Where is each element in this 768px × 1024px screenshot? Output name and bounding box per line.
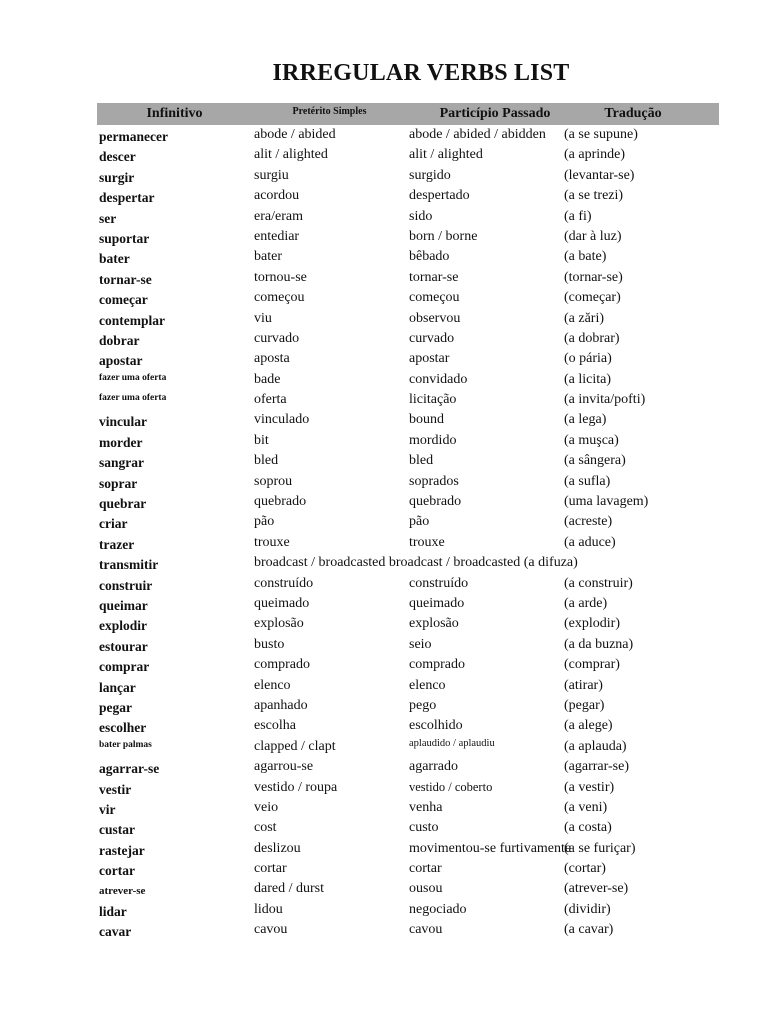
table-row [97, 247, 719, 267]
cell-participio: surgido [409, 167, 451, 183]
page-title: IRREGULAR VERBS LIST [272, 60, 570, 86]
table-row [97, 635, 719, 655]
table-row [97, 390, 719, 410]
cell-participio: ousou [409, 881, 443, 897]
irregular-verbs-table [97, 103, 719, 941]
cell-traducao: (a aplauda) [564, 738, 627, 754]
cell-traducao: (pegar) [564, 697, 605, 713]
table-row [97, 859, 719, 879]
cell-infinitivo: contemplar [99, 312, 165, 328]
table-row [97, 186, 719, 206]
cell-participio: sido [409, 208, 433, 224]
cell-preterito: vestido / roupa [254, 779, 338, 795]
cell-participio: aplaudido / aplaudiu [409, 737, 495, 749]
table-row [97, 512, 719, 532]
cell-traducao: (a fi) [564, 208, 592, 224]
cell-infinitivo: transmitir [99, 557, 159, 573]
cell-infinitivo: cavar [99, 924, 132, 940]
cell-preterito: alit / alighted [254, 147, 328, 163]
cell-preterito: bater [254, 249, 282, 265]
cell-participio: queimado [409, 595, 465, 611]
cell-infinitivo: dobrar [99, 332, 140, 348]
cell-infinitivo: trazer [99, 536, 135, 552]
table-row [97, 309, 719, 329]
table-row [97, 778, 719, 798]
cell-traducao: (a se trezi) [564, 188, 624, 204]
cell-participio: comprado [409, 657, 465, 673]
cell-infinitivo: rastejar [99, 842, 145, 858]
cell-infinitivo: começar [99, 292, 148, 308]
cell-traducao: (a dobrar) [564, 330, 620, 346]
cell-participio: curvado [409, 330, 455, 346]
cell-participio: born / borne [409, 228, 478, 244]
table-row [97, 737, 719, 757]
cell-infinitivo: pegar [99, 699, 132, 715]
table-row [97, 145, 719, 165]
cell-traducao: (tornar-se) [564, 269, 623, 285]
cell-preterito: vinculado [254, 412, 310, 428]
cell-traducao: (a veni) [564, 799, 608, 815]
cell-infinitivo: queimar [99, 597, 148, 613]
cell-traducao: (a sângera) [564, 453, 626, 469]
header-preterito-simples: Pretérito Simples [292, 106, 367, 117]
cell-infinitivo: atrever-se [99, 885, 146, 898]
table-row [97, 431, 719, 451]
cell-participio: trouxe [409, 534, 445, 550]
cell-preterito: apanhado [254, 697, 308, 713]
cell-participio: vestido / coberto [409, 779, 493, 794]
cell-infinitivo: agarrar-se [99, 761, 160, 777]
cell-participio: observou [409, 310, 461, 326]
cell-participio: escolhido [409, 718, 463, 734]
cell-participio: movimentou-se furtivamente [409, 840, 572, 856]
cell-preterito: construído [254, 575, 314, 591]
cell-participio: custo [409, 820, 439, 836]
cell-traducao: (dar à luz) [564, 228, 622, 244]
cell-participio: soprados [409, 473, 459, 489]
cell-participio: começou [409, 290, 460, 306]
cell-preterito: era/eram [254, 208, 303, 224]
cell-infinitivo: estourar [99, 638, 148, 654]
cell-traducao: (a aprinde) [564, 147, 626, 163]
table-row [97, 472, 719, 492]
cell-participio: cortar [409, 861, 442, 877]
cell-infinitivo: custar [99, 822, 135, 838]
cell-preterito: começou [254, 290, 305, 306]
cell-infinitivo: cortar [99, 863, 135, 879]
cell-participio: cavou [409, 922, 443, 938]
cell-participio: licitação [409, 392, 457, 408]
cell-infinitivo: apostar [99, 353, 143, 369]
table-row [97, 757, 719, 777]
cell-preterito: queimado [254, 595, 310, 611]
cell-preterito: dared / durst [254, 881, 324, 897]
cell-preterito: bit [254, 432, 269, 448]
cell-preterito: pão [254, 514, 275, 530]
cell-infinitivo: sangrar [99, 455, 144, 471]
cell-participio: abode / abided / abidden [409, 127, 546, 142]
cell-traducao: (a lega) [564, 412, 607, 428]
cell-infinitivo: vir [99, 801, 116, 817]
table-row [97, 533, 719, 553]
table-row [97, 879, 719, 899]
cell-preterito: entediar [254, 228, 300, 244]
table-row [97, 614, 719, 634]
cell-preterito: bled [254, 453, 279, 469]
cell-participio: agarrado [409, 759, 458, 775]
cell-preterito: tornou-se [254, 269, 307, 285]
cell-infinitivo: soprar [99, 475, 138, 491]
header-participio-passado: Particípio Passado [439, 106, 551, 121]
table-row [97, 553, 719, 573]
cell-infinitivo: despertar [99, 190, 155, 206]
cell-infinitivo: descer [99, 149, 136, 165]
cell-preterito: surgiu [254, 167, 289, 183]
table-row [97, 676, 719, 696]
cell-participio: alit / alighted [409, 147, 483, 163]
cell-participio: pego [409, 697, 437, 713]
cell-participio: apostar [409, 351, 450, 367]
cell-preterito: busto [254, 636, 285, 652]
table-row [97, 574, 719, 594]
table-row [97, 349, 719, 369]
cell-preterito: lidou [254, 901, 283, 917]
cell-infinitivo: criar [99, 516, 128, 532]
cell-traducao: (comprar) [564, 657, 620, 673]
table-row [97, 839, 719, 859]
cell-preterito: oferta [254, 392, 287, 408]
cell-participio: venha [409, 799, 443, 815]
table-row [97, 166, 719, 186]
cell-preterito: aposta [254, 351, 290, 367]
cell-preterito: viu [254, 310, 272, 326]
table-body [97, 125, 719, 941]
cell-participio: despertado [409, 188, 470, 204]
cell-traducao: (a cavar) [564, 922, 614, 938]
cell-participio: negociado [409, 901, 467, 917]
cell-traducao: (a da buzna) [564, 636, 634, 652]
cell-infinitivo: vincular [99, 414, 148, 430]
table-row [97, 818, 719, 838]
table-row [97, 492, 719, 512]
table-row [97, 451, 719, 471]
cell-traducao: (uma lavagem) [564, 494, 649, 510]
cell-traducao: (a costa) [564, 820, 612, 836]
cell-preterito: clapped / clapt [254, 738, 336, 754]
cell-participio: mordido [409, 432, 457, 448]
cell-traducao: (acreste) [564, 514, 613, 530]
cell-participio: elenco [409, 677, 446, 693]
cell-preterito: cavou [254, 922, 288, 938]
cell-infinitivo: bater palmas [99, 739, 152, 750]
cell-traducao: (atirar) [564, 677, 603, 693]
cell-traducao: (levantar-se) [564, 167, 635, 183]
cell-traducao: (a se furiçar) [564, 840, 636, 856]
cell-traducao: (a arde) [564, 595, 608, 611]
cell-traducao: (a alege) [564, 718, 613, 734]
cell-traducao: (o pária) [564, 351, 612, 367]
table-row [97, 798, 719, 818]
cell-infinitivo: tornar-se [99, 271, 152, 287]
cell-preterito: elenco [254, 677, 291, 693]
table-row [97, 594, 719, 614]
cell-preterito: curvado [254, 330, 300, 346]
cell-infinitivo: ser [99, 210, 117, 226]
table-row [97, 716, 719, 736]
cell-infinitivo: vestir [99, 781, 132, 797]
cell-preterito: explosão [254, 616, 304, 632]
cell-infinitivo: fazer uma oferta [99, 372, 167, 383]
table-row [97, 227, 719, 247]
cell-traducao: (atrever-se) [564, 881, 629, 897]
cell-infinitivo: fazer uma oferta [99, 393, 167, 404]
cell-traducao: (a licita) [564, 371, 612, 387]
table-row [97, 125, 719, 145]
cell-preterito: broadcast / broadcasted broadcast / broadcasted (a difuza) [254, 555, 578, 571]
cell-infinitivo: bater [99, 251, 130, 267]
table-row [97, 900, 719, 920]
cell-participio: bled [409, 453, 434, 469]
cell-traducao: (dividir) [564, 901, 611, 917]
cell-preterito: comprado [254, 657, 310, 673]
table-row [97, 288, 719, 308]
table-row [97, 370, 719, 390]
cell-preterito: bade [254, 371, 281, 387]
cell-infinitivo: escolher [99, 720, 147, 736]
cell-participio: tornar-se [409, 269, 459, 285]
cell-infinitivo: quebrar [99, 496, 147, 512]
cell-participio: bound [409, 412, 444, 428]
cell-preterito: deslizou [254, 840, 301, 856]
cell-participio: quebrado [409, 494, 462, 510]
table-row [97, 920, 719, 940]
table-header-row [97, 103, 719, 125]
cell-traducao: (cortar) [564, 861, 606, 877]
header-traducao: Tradução [604, 106, 662, 121]
cell-traducao: (a aduce) [564, 534, 616, 550]
cell-infinitivo: lançar [99, 679, 136, 695]
cell-participio: explosão [409, 616, 459, 632]
cell-traducao: (a se supune) [564, 127, 638, 142]
cell-participio: construído [409, 575, 469, 591]
cell-infinitivo: lidar [99, 903, 127, 919]
cell-preterito: escolha [254, 718, 296, 734]
table-row [97, 207, 719, 227]
cell-traducao: (a construir) [564, 575, 633, 591]
cell-traducao: (a bate) [564, 249, 607, 265]
cell-infinitivo: suportar [99, 230, 150, 246]
cell-traducao: (explodir) [564, 616, 620, 632]
cell-infinitivo: surgir [99, 169, 135, 185]
cell-infinitivo: construir [99, 577, 153, 593]
cell-participio: pão [409, 514, 430, 530]
cell-participio: convidado [409, 371, 468, 387]
cell-traducao: (a zări) [564, 310, 605, 326]
table-row [97, 655, 719, 675]
cell-participio: bêbado [409, 249, 450, 265]
cell-infinitivo: permanecer [99, 129, 168, 144]
cell-preterito: cost [254, 820, 277, 836]
cell-preterito: acordou [254, 188, 300, 204]
cell-preterito: veio [254, 799, 279, 815]
cell-traducao: (a sufla) [564, 473, 611, 489]
table-row [97, 696, 719, 716]
cell-infinitivo: comprar [99, 659, 150, 675]
cell-infinitivo: explodir [99, 618, 148, 634]
table-row [97, 329, 719, 349]
cell-preterito: abode / abided [254, 127, 336, 142]
cell-infinitivo: morder [99, 434, 143, 450]
cell-traducao: (a muşca) [564, 432, 619, 448]
cell-preterito: soprou [254, 473, 293, 489]
cell-traducao: (agarrar-se) [564, 759, 629, 775]
cell-traducao: (começar) [564, 290, 621, 306]
cell-preterito: quebrado [254, 494, 307, 510]
header-infinitivo: Infinitivo [146, 106, 203, 121]
cell-preterito: trouxe [254, 534, 290, 550]
cell-traducao: (a invita/pofti) [564, 392, 646, 408]
cell-preterito: cortar [254, 861, 287, 877]
cell-traducao: (a vestir) [564, 779, 615, 795]
table-row [97, 268, 719, 288]
cell-participio: seio [409, 636, 432, 652]
cell-preterito: agarrou-se [254, 759, 314, 775]
table-row [97, 410, 719, 430]
